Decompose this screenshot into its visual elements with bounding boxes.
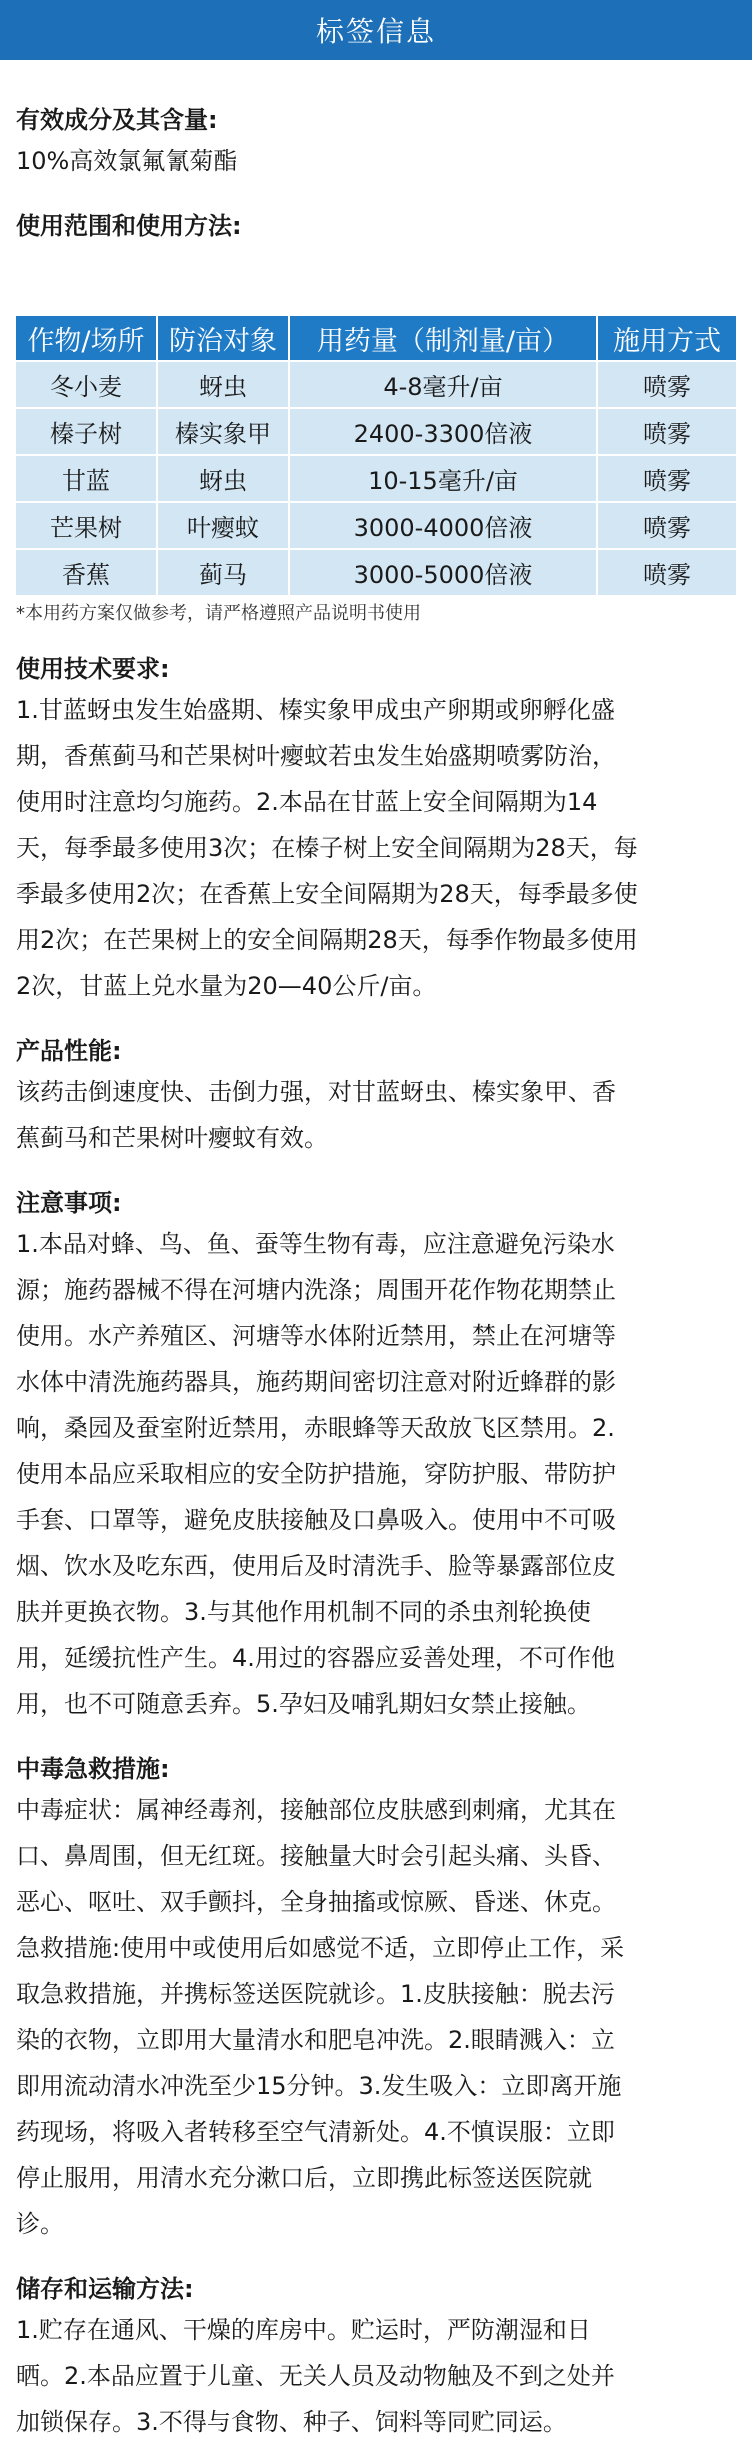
firstaid-line: 即用流动清水冲洗至少15分钟。3.发生吸入：立即离开施 (16, 2072, 622, 2100)
tech-line: 期，香蕉蓟马和芒果树叶瘿蚊若虫发生始盛期喷雾防治， (16, 742, 616, 770)
caution-line: 肤并更换衣物。3.与其他作用机制不同的杀虫剂轮换使 (16, 1598, 591, 1626)
column-header: 作物/场所 (16, 316, 156, 360)
caution-line: 使用本品应采取相应的安全防护措施，穿防护服、带防护 (16, 1460, 616, 1488)
usage-note: *本用药方案仅做参考，请严格遵照产品说明书使用 (16, 603, 421, 624)
tech-line: 1.甘蓝蚜虫发生始盛期、榛实象甲成虫产卵期或卵孵化盛 (16, 696, 615, 724)
performance-line: 该药击倒速度快、击倒力强，对甘蓝蚜虫、榛实象甲、香 (16, 1078, 616, 1106)
table-row (16, 550, 736, 595)
table-cell: 蚜虫 (158, 362, 288, 407)
table-cell: 甘蓝 (16, 456, 156, 501)
tech-line: 天，每季最多使用3次；在榛子树上安全间隔期为28天，每 (16, 834, 638, 862)
firstaid-section (16, 1751, 736, 2247)
table-cell: 4-8毫升/亩 (290, 362, 596, 407)
firstaid-line: 中毒症状：属神经毒剂，接触部位皮肤感到刺痛，尤其在 (16, 1796, 616, 1824)
table-cell: 芒果树 (16, 503, 156, 548)
caution-section (16, 1185, 736, 1727)
table-cell: 叶瘿蚊 (158, 503, 288, 548)
performance-section (16, 1033, 736, 1161)
table-row (16, 362, 736, 407)
firstaid-line: 染的衣物，立即用大量清水和肥皂冲洗。2.眼睛溅入：立 (16, 2026, 615, 2054)
firstaid-title: 中毒急救措施: (16, 1755, 170, 1783)
caution-line: 手套、口罩等，避免皮肤接触及口鼻吸入。使用中不可吸 (16, 1506, 616, 1534)
performance-line: 蕉蓟马和芒果树叶瘿蚊有效。 (16, 1124, 328, 1152)
firstaid-line: 停止服用，用清水充分漱口后，立即携此标签送医院就 (16, 2164, 592, 2192)
tech-section (16, 651, 736, 1009)
tech-line: 2次，甘蓝上兑水量为20—40公斤/亩。 (16, 972, 437, 1000)
tech-line: 季最多使用2次；在香蕉上安全间隔期为28天，每季最多使 (16, 880, 638, 908)
performance-title: 产品性能: (16, 1037, 122, 1065)
caution-line: 用，也不可随意丢弃。5.孕妇及哺乳期妇女禁止接触。 (16, 1690, 591, 1718)
caution-line: 使用。水产养殖区、河塘等水体附近禁用，禁止在河塘等 (16, 1322, 616, 1350)
table-cell: 蓟马 (158, 550, 288, 595)
table-cell: 喷雾 (598, 550, 736, 595)
page-header (0, 0, 752, 60)
table-header-row (16, 316, 736, 360)
ingredient-title: 有效成分及其含量: (16, 106, 218, 134)
column-header: 用药量（制剂量/亩） (290, 316, 596, 360)
firstaid-line: 取急救措施，并携标签送医院就诊。1.皮肤接触：脱去污 (16, 1980, 615, 2008)
caution-line: 水体中清洗施药器具，施药期间密切注意对附近蜂群的影 (16, 1368, 616, 1396)
usage-section (16, 208, 736, 627)
caution-line: 烟、饮水及吃东西，使用后及时清洗手、脸等暴露部位皮 (16, 1552, 616, 1580)
table-cell: 2400-3300倍液 (290, 409, 596, 454)
table-cell: 榛实象甲 (158, 409, 288, 454)
caution-title: 注意事项: (16, 1189, 122, 1217)
table-row (16, 409, 736, 454)
storage-line: 晒。2.本品应置于儿童、无关人员及动物触及不到之处并 (16, 2362, 615, 2390)
table-cell: 香蕉 (16, 550, 156, 595)
caution-line: 用，延缓抗性产生。4.用过的容器应妥善处理，不可作他 (16, 1644, 615, 1672)
ingredient-section (16, 102, 736, 184)
column-header: 防治对象 (158, 316, 288, 360)
table-cell: 喷雾 (598, 503, 736, 548)
usage-title: 使用范围和使用方法: (16, 212, 242, 240)
caution-line: 源；施药器械不得在河塘内洗涤；周围开花作物花期禁止 (16, 1276, 616, 1304)
firstaid-line: 恶心、呕吐、双手颤抖，全身抽搐或惊厥、昏迷、休克。 (16, 1888, 616, 1916)
storage-line: 加锁保存。3.不得与食物、种子、饲料等同贮同运。 (16, 2408, 567, 2436)
tech-title: 使用技术要求: (16, 655, 170, 683)
usage-table (14, 314, 738, 597)
caution-line: 响，桑园及蚕室附近禁用，赤眼蜂等天敌放飞区禁用。2. (16, 1414, 615, 1442)
storage-title: 储存和运输方法: (16, 2275, 194, 2303)
table-cell: 3000-4000倍液 (290, 503, 596, 548)
table-cell: 喷雾 (598, 362, 736, 407)
label-content (0, 102, 752, 2445)
table-cell: 10-15毫升/亩 (290, 456, 596, 501)
table-cell: 3000-5000倍液 (290, 550, 596, 595)
table-row (16, 456, 736, 501)
firstaid-line: 口、鼻周围，但无红斑。接触量大时会引起头痛、头昏、 (16, 1842, 616, 1870)
table-cell: 喷雾 (598, 456, 736, 501)
firstaid-line: 药现场，将吸入者转移至空气清新处。4.不慎误服：立即 (16, 2118, 615, 2146)
column-header: 施用方式 (598, 316, 736, 360)
usage-table-wrap (16, 314, 736, 597)
storage-line: 1.贮存在通风、干燥的库房中。贮运时，严防潮湿和日 (16, 2316, 591, 2344)
firstaid-line: 急救措施:使用中或使用后如感觉不适，立即停止工作，采 (16, 1934, 625, 1962)
tech-line: 用2次；在芒果树上的安全间隔期28天，每季作物最多使用 (16, 926, 638, 954)
tech-line: 使用时注意均匀施药。2.本品在甘蓝上安全间隔期为14 (16, 788, 598, 816)
page-title: 标签信息 (315, 15, 436, 48)
table-cell: 榛子树 (16, 409, 156, 454)
storage-section (16, 2271, 736, 2445)
caution-line: 1.本品对蜂、鸟、鱼、蚕等生物有毒，应注意避免污染水 (16, 1230, 615, 1258)
table-cell: 喷雾 (598, 409, 736, 454)
firstaid-line: 诊。 (16, 2210, 64, 2238)
ingredient-value: 10%高效氯氟氰菊酯 (16, 147, 238, 175)
table-row (16, 503, 736, 548)
table-cell: 蚜虫 (158, 456, 288, 501)
table-cell: 冬小麦 (16, 362, 156, 407)
